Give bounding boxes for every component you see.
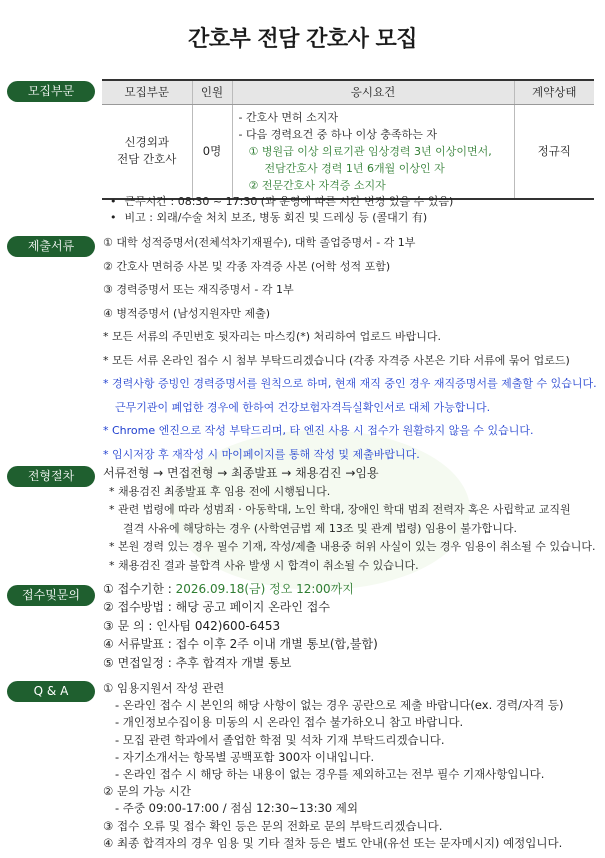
- req-line: - 다음 경력요건 중 하나 이상 충족하는 자: [238, 127, 437, 141]
- table-header: 계약상태: [514, 80, 594, 104]
- list-item: * 모든 서류 온라인 접수 시 첨부 부탁드리겠습니다 (각종 자격증 사본은 기타 서류에 묶어 업로드): [103, 353, 570, 367]
- list-item: ④ 병적증명서 (남성지원자만 제출): [103, 306, 271, 320]
- list-item: - 온라인 접수 시 본인의 해당 사항이 없는 경우 공란으로 제출 바랍니다(ex. 경력/자격 등): [115, 698, 564, 713]
- list-item: * 임시저장 후 재작성 시 마이페이지를 통해 작성 및 제출바랍니다.: [103, 447, 420, 461]
- table-header-row: [102, 80, 594, 104]
- list-item: ③ 경력증명서 또는 재직증명서 - 각 1부: [103, 283, 294, 296]
- list-item: ② 문의 가능 시간: [103, 784, 191, 799]
- table-header: 모집부문: [102, 80, 192, 104]
- list-item: - 개인정보수집이용 미동의 시 온라인 접수 불가하오니 참고 바랍니다.: [115, 715, 464, 730]
- work-info-list: [110, 194, 453, 226]
- page-title: 간호부 전담 간호사 모집: [188, 27, 417, 52]
- section-label-docs: 제출서류: [7, 236, 95, 257]
- list-item: * Chrome 엔진으로 작성 부탁드리며, 타 엔진 사용 시 접수가 원활하지 않을 수 있습니다.: [103, 424, 534, 437]
- list-item: ② 간호사 면허증 사본 및 각종 자격증 사본 (어학 성적 포함): [103, 259, 391, 273]
- section-label-process: 전형절차: [7, 466, 95, 487]
- list-item: 결격 사유에 해당하는 경우 (사학연금법 제 13조 및 관계 법령) 임용이 불가합니다.: [123, 521, 517, 535]
- req-line: ② 전문간호사 자격증 소지자: [248, 178, 386, 192]
- table-header: 인원: [192, 80, 232, 104]
- list-item: ② 접수방법 : 해당 공고 페이지 온라인 접수: [103, 600, 330, 615]
- requirements-cell: [232, 104, 514, 199]
- list-item: ① 대학 성적증명서(전체석차기재필수), 대학 졸업증명서 - 각 1부: [103, 236, 416, 249]
- list-item: * 모든 서류의 주민번호 뒷자리는 마스킹(*) 처리하여 업로드 바랍니다.: [103, 330, 441, 343]
- receive-list: [103, 580, 378, 672]
- list-item: [103, 580, 378, 598]
- contract-cell: 정규직: [514, 104, 594, 199]
- list-item: - 온라인 접수 시 해당 하는 내용이 없는 경우를 제외하고는 전부 필수 기재사항입니다.: [115, 767, 545, 782]
- list-item: - 주중 09:00-17:00 / 점심 12:30~13:30 제외: [115, 801, 358, 816]
- process-list: [103, 464, 596, 575]
- deadline-label: ① 접수기한 :: [103, 582, 176, 596]
- table-row: [102, 104, 594, 199]
- list-item: * 본원 경력 있는 경우 필수 기재, 작성/제출 내용중 허위 사실이 있는 경우 임용이 취소될 수 있습니다.: [109, 540, 596, 553]
- list-item: 근무기관이 폐업한 경우에 한하여 건강보험자격득실확인서로 대체 가능합니다.: [115, 400, 491, 414]
- dept-line: 신경외과: [124, 135, 169, 149]
- list-item: ③ 접수 오류 및 접수 확인 등은 문의 전화로 문의 부탁드리겠습니다.: [103, 818, 443, 833]
- section-label-recruit: 모집부문: [7, 81, 95, 102]
- list-item: * 채용검진 결과 불합격 사유 발생 시 합격이 취소될 수 있습니다.: [109, 558, 419, 572]
- list-item: ④ 최종 합격자의 경우 임용 및 기타 절차 등은 별도 안내(유선 또는 문자메시지) 예정입니다.: [103, 835, 563, 850]
- list-item: ③ 문 의 : 인사팀 042)600-6453: [103, 618, 281, 633]
- section-label-qa: Q & A: [7, 681, 95, 702]
- list-item: - 모집 관련 학과에서 졸업한 학점 및 석차 기재 부탁드리겠습니다.: [115, 732, 445, 747]
- process-flow: 서류전형 → 면접전형 → 최종발표 → 채용검진 →임용: [103, 466, 379, 480]
- docs-list: [103, 235, 597, 470]
- count-cell: 0명: [192, 104, 232, 199]
- list-item: ④ 서류발표 : 접수 이후 2주 이내 개별 통보(합,불합): [103, 637, 378, 652]
- list-item: ① 임용지원서 작성 관련: [103, 681, 225, 695]
- req-line: - 간호사 면허 소지자: [238, 110, 338, 124]
- list-item: * 경력사항 증빙인 경력증명서를 원칙으로 하며, 현재 재직 중인 경우 재직증명서를 제출할 수 있습니다.: [103, 377, 597, 390]
- dept-line: 전담 간호사: [117, 152, 177, 166]
- table-header: 응시요건: [232, 80, 514, 104]
- list-item: * 채용검진 최종발표 후 임용 전에 시행됩니다.: [109, 484, 331, 498]
- dept-cell: [102, 104, 192, 199]
- req-line: 전담간호사 경력 1년 6개월 이상인 자: [264, 161, 445, 175]
- recruit-table: [102, 79, 594, 200]
- req-line: ① 병원급 이상 의료기관 임상경력 3년 이상이면서,: [248, 144, 492, 158]
- list-item: • 근무시간 : 08:30 ~ 17:30 (과 운영에 따른 시간 변경 있을 수 있음): [110, 194, 453, 210]
- section-label-receive: 접수및문의: [7, 585, 95, 606]
- qa-list: [103, 680, 563, 852]
- deadline-value: 2026.09.18(금) 정오 12:00까지: [175, 582, 354, 596]
- list-item: * 관련 법령에 따라 성범죄 · 아동학대, 노인 학대, 장애인 학대 범죄 전력자 혹은 사립학교 교직원: [109, 503, 571, 516]
- list-item: • 비고 : 외래/수술 처치 보조, 병동 회진 및 드레싱 등 (콜대기 有): [110, 210, 453, 226]
- list-item: - 자기소개서는 항목별 공백포함 300자 이내입니다.: [115, 749, 375, 764]
- list-item: ⑤ 면접일정 : 추후 합격자 개별 통보: [103, 655, 292, 670]
